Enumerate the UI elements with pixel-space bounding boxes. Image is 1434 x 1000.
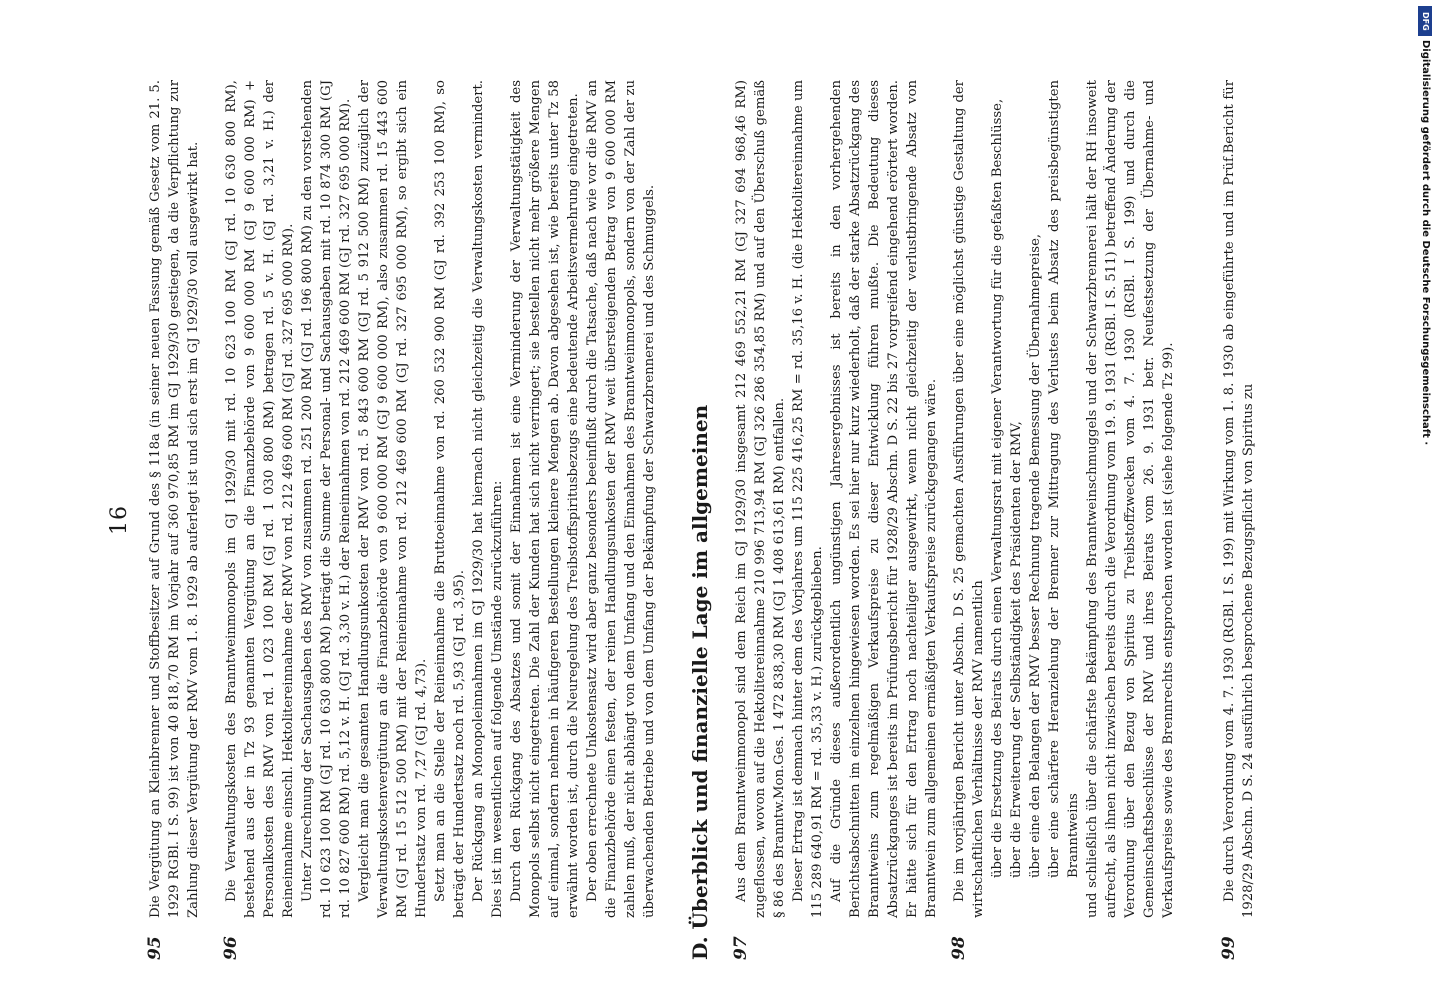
section-text [1220, 80, 1258, 918]
paragraph: Vergleicht man die gesamten Handlungsunkosten der RMV von rd. 5 843 600 RM (GJ rd. 5 912 500 RM) zuzüglich der Verwaltungskostenvergütung an die Finanzbehörde von 9 600 000 RM (GJ 9 600 000 RM), also zusammen rd. 15 443 600 RM (GJ rd. 15 512 500 RM) mit der Reineinnahme von rd. 212 469 600 RM (GJ rd. 327 695 000 RM), so ergibt sich ein Hundertsatz von rd. 7,27 (GJ rd. 4,73). [357, 80, 429, 918]
section-text [146, 80, 203, 918]
section-number: 98 [949, 936, 969, 960]
paragraph: Der oben errechnete Unkostensatz wird aber ganz besonders beeinflußt durch die Tatsache, daß nach wie vor die RMV an die Finanzbehörde einen festen, der reinen Handlungsunkosten der RMV weit übersteigenden Betrag von 9 600 000 RM zahlen muß, der nicht abhängt von dem Umfang und den Einnahmen des Branntweinmonopols, sondern von der Zahl der zu überwachenden Betriebe und von dem Umfang der Bekämpfung der Schwarzbrennerei und des Schmuggels. [585, 80, 657, 918]
paragraph: Unter Zurechnung der Sachausgaben des RMV von zusammen rd. 251 200 RM (GJ rd. 196 800 RM) zu den vorstehenden rd. 10 623 100 RM (GJ rd. 10 630 800 RM) beträgt die Summe der Personal- und Sachausgaben mit rd. 10 874 300 RM (GJ rd. 10 827 600 RM) rd. 5,12 v. H. (GJ rd. 3,30 v. H.) der Reineinnahmen von rd. 212 469 600 RM (GJ rd. 327 695 000 RM). [300, 80, 353, 918]
rotated-page-content [100, 80, 1280, 960]
section-number: 96 [221, 936, 241, 960]
section-text [950, 80, 1178, 918]
list-item: über die Erweiterung der Selbständigkeit des Präsidenten der RMV, [1009, 421, 1024, 878]
paragraph: Die Verwaltungskosten des Branntweinmonopols im GJ 1929/30 mit rd. 10 623 100 RM (GJ rd. 10 630 800 RM), bestehend aus der in Tz 93 genannten Vergütung an die Finanzbehörde von 9 600 000 RM (GJ 9 600 000 RM) + Personalkosten des RMV von rd. 1 023 100 RM (GJ rd. 1 030 800 RM) betragen rd. 5 v. H. (GJ rd. 3,21 v. H.) der Reineinnahme einschl. Hektolitereinnahme der RMV von rd. 212 469 600 RM (GJ rd. 327 695 000 RM). [224, 80, 296, 918]
paragraph: und schließlich über die schärfste Bekämpfung des Branntweinschmuggels und der Schwarzbrennerei hält der RH insoweit aufrecht, als ihnen nicht inzwischen bereits durch die Verordnung vom 19. 9. 1931 (RGBl. I S. 511) betreffend Änderung der Verordnung über den Bezug von Spiritus zu Treibstoffzwecken vom 4. 7. 1930 (RGBl. I S. 199) und durch die Gemeinschaftsbeschlüsse der RMV und ihres Beirats vom 26. 9. 1931 betr. Neufestsetzung der Übernahme- und Verkaufspreise sowie des Brennrechts entsprochen worden ist (siehe folgende Tz 99). [1085, 80, 1176, 918]
paragraph: Durch den Rückgang des Absatzes und somit der Einnahmen ist eine Verminderung der Verwaltungstätigkeit des Monopols selbst nicht eingetreten. Die Zahl der Kunden hat sich nicht verringert; sie bestellen nicht mehr größere Mengen auf einmal, sondern nehmen in häufigeren Bestellungen kleinere Mengen ab. Davon abgesehen ist, wie bereits unter Tz 58 erwähnt worden ist, durch die Neuregelung des Treibstoffspiritusbezugs eine bedeutende Arbeitsvermehrung eingetreten. [509, 80, 581, 918]
list-item: über eine den Belangen der RMV besser Rechnung tragende Bemessung der Übernahmepreise, [1028, 233, 1043, 878]
paragraph: Auf die Gründe dieses außerordentlich ungünstigen Jahresergebnisses ist bereits in den vorhergehenden Berichtsabschnitten im einzelnen hingewiesen worden. Es sei hier nur kurz wiederholt, daß der starke Absatzrückgang des Branntweins zum regelmäßigen Verkaufspreise zu dieser Entwicklung führen mußte. Die Bedeutung dieses Absatzrückganges ist bereits im Prüfungsbericht für 1928/29 Abschn. D S. 22 bis 27 vorgreifend eingehend erörtert worden. Er hätte sich für den Ertrag noch nachteiliger ausgewirkt, wenn nicht gleichzeitig der verlustbringende Absatz von Branntwein zum allgemeinen ermäßigten Verkaufspreise zurückgegangen wäre. [829, 80, 939, 918]
section-text [222, 80, 659, 918]
dfg-logo: DFG [1418, 6, 1432, 36]
page-body [110, 80, 1280, 960]
paragraph: Dieser Ertrag ist demnach hinter dem des Vorjahres um 115 225 416,25 RM = rd. 35,16 v. H. (die Hektolitereinnahme um 115 289 640,91 RM = rd. 35,33 v. H.) zurückgeblieben. [791, 80, 825, 918]
section-number: 99 [1219, 936, 1239, 960]
paragraph: Der Rückgang an Monopoleinnahmen im GJ 1929/30 hat hiernach nicht gleichzeitig die Verwaltungskosten vermindert. Dies ist im wesentlichen auf folgende Umstände zurückzuführen: [471, 80, 505, 918]
paragraph: Aus dem Branntweinmonopol sind dem Reich im GJ 1929/30 insgesamt 212 469 552,21 RM (GJ 327 694 968,46 RM) zugeflossen, wovon auf die Hektolitereinnahme 210 996 713,94 RM (GJ 326 286 354,85 RM) und auf den Überschuß gemäß § 86 des Branntw.Mon.Ges. 1 472 838,30 RM (GJ 1 408 613,61 RM) entfallen. [734, 80, 787, 918]
section-number: 95 [145, 936, 165, 960]
dfg-sidebar [1418, 6, 1432, 996]
section-number: 97 [731, 936, 751, 960]
section-text [732, 80, 941, 918]
paragraph: Die Vergütung an Kleinbrenner und Stoffbesitzer auf Grund des § 118a (in seiner neuen Fassung gemäß Gesetz vom 21. 5. 1929 RGBl. I S. 99) ist von 40 818,70 RM im Vorjahr auf 360 970,85 RM im GJ 1929/30 gestiegen, da die Verpflichtung zur Zahlung dieser Vergütung der RMV vom 1. 8. 1929 ab auferlegt ist und sich erst im GJ 1929/30 voll ausgewirkt hat. [148, 80, 201, 918]
page-number: 16 [107, 505, 132, 535]
section-heading: D. Überblick und finanzielle Lage im allgemeinen [688, 404, 712, 960]
list-item: über die Ersetzung des Beirats durch einen Verwaltungsrat mit eigener Verantwortung für die gefaßten Beschlüsse, [990, 98, 1005, 878]
paragraph: Die durch Verordnung vom 4. 7. 1930 (RGBl. I S. 199) mit Wirkung vom 1. 8. 1930 ab eingeführte und im Prüf.Bericht für 1928/29 Abschn. D S. 24 ausführlich besprochene Bezugspflicht von Spiritus zu [1222, 80, 1256, 918]
digitization-credit: Digitalisierung gefördert durch die Deutsche Forschungsgemeinschaft · [1420, 40, 1431, 446]
paragraph: Die im vorjährigen Bericht unter Abschn. D S. 25 gemachten Ausführungen über eine möglichst günstige Gestaltung der wirtschaftlichen Verhältnisse der RMV namentlich [952, 80, 986, 918]
list-item: über eine schärfere Heranziehung der Brenner zur Mittragung des Verlustes beim Absatz des preisbegünstigten Branntweins [1047, 80, 1081, 878]
paragraph: Setzt man an die Stelle der Reineinnahme die Bruttoeinnahme von rd. 260 532 900 RM (GJ rd. 392 253 100 RM), so beträgt der Hundertsatz noch rd. 5,93 (GJ rd. 3,95). [433, 80, 467, 918]
